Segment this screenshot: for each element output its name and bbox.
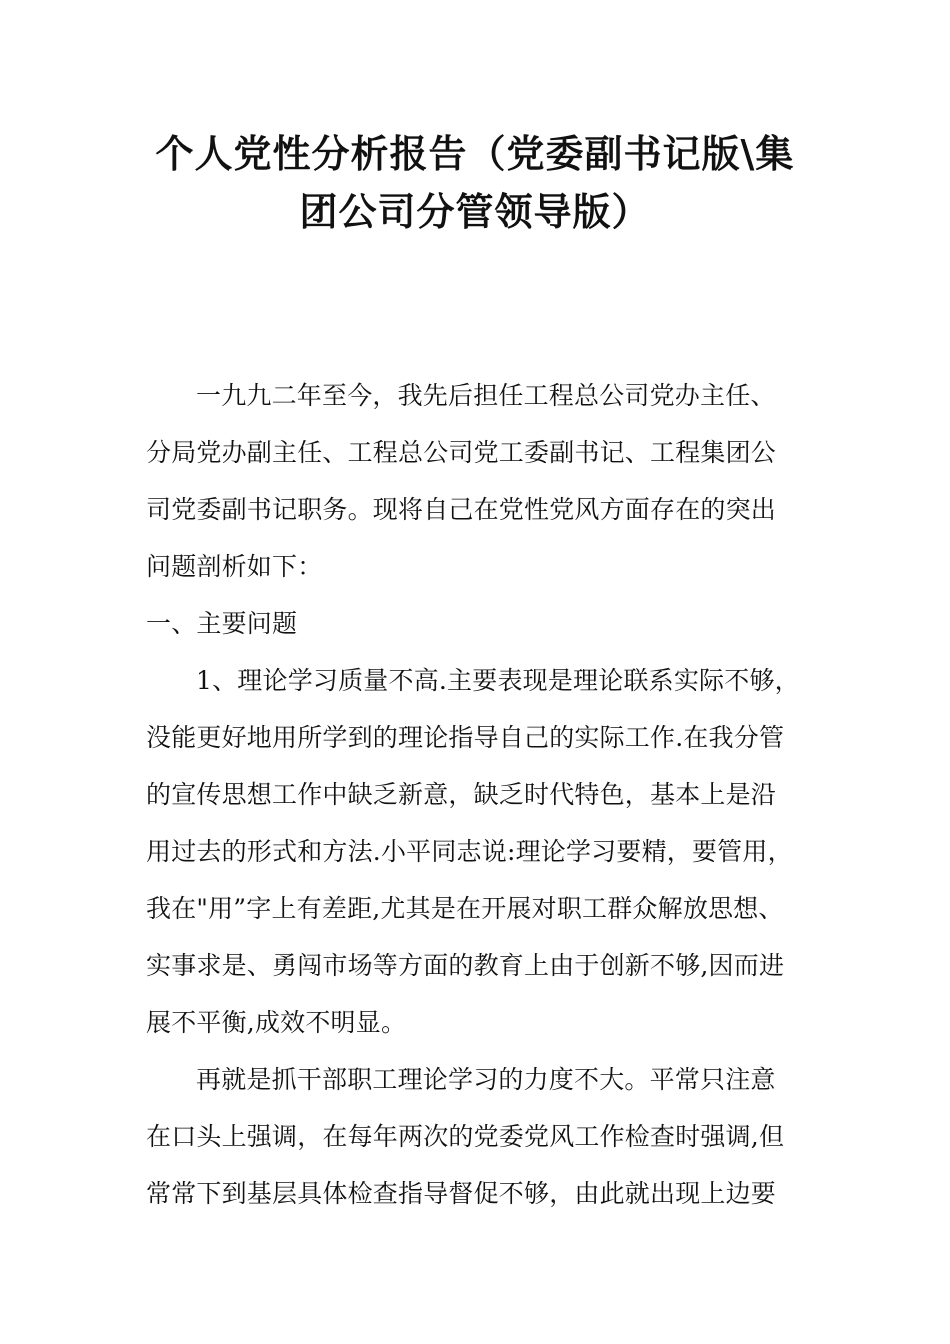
section-heading: 一、主要问题: [146, 609, 298, 638]
paragraph-line: 我在"用”字上有差距,尤其是在开展对职工群众解放思想、: [146, 894, 784, 923]
paragraph-line: 再就是抓干部职工理论学习的力度不大。平常只注意: [196, 1065, 776, 1094]
paragraph-line: 司党委副书记职务。现将自己在党性党风方面存在的突出: [146, 495, 777, 524]
paragraph-line: 在口头上强调，在每年两次的党委党风工作检查时强调,但: [146, 1122, 785, 1151]
document-title-line-2: 团公司分管领导版）: [299, 190, 651, 234]
paragraph-line: 没能更好地用所学到的理论指导自己的实际工作.在我分管: [146, 723, 785, 752]
paragraph-line: 1、理论学习质量不高.主要表现是理论联系实际不够，: [196, 666, 800, 695]
paragraph-line: 用过去的形式和方法.小平同志说:理论学习要精，要管用，: [146, 837, 793, 866]
paragraph-line: 常常下到基层具体检查指导督促不够，由此就出现上边要: [146, 1179, 777, 1208]
paragraph-line: 的宣传思想工作中缺乏新意，缺乏时代特色，基本上是沿: [146, 780, 777, 809]
paragraph-line: 分局党办副主任、工程总公司党工委副书记、工程集团公: [146, 438, 777, 467]
paragraph-line: 展不平衡,成效不明显。: [146, 1008, 407, 1037]
paragraph-line: 问题剖析如下：: [146, 552, 323, 581]
document-title-line-1: 个人党性分析报告（党委副书记版\集: [155, 132, 795, 176]
paragraph-line: 实事求是、勇闯市场等方面的教育上由于创新不够,因而进: [146, 951, 785, 980]
paragraph-line: 一九九二年至今，我先后担任工程总公司党办主任、: [196, 381, 776, 410]
